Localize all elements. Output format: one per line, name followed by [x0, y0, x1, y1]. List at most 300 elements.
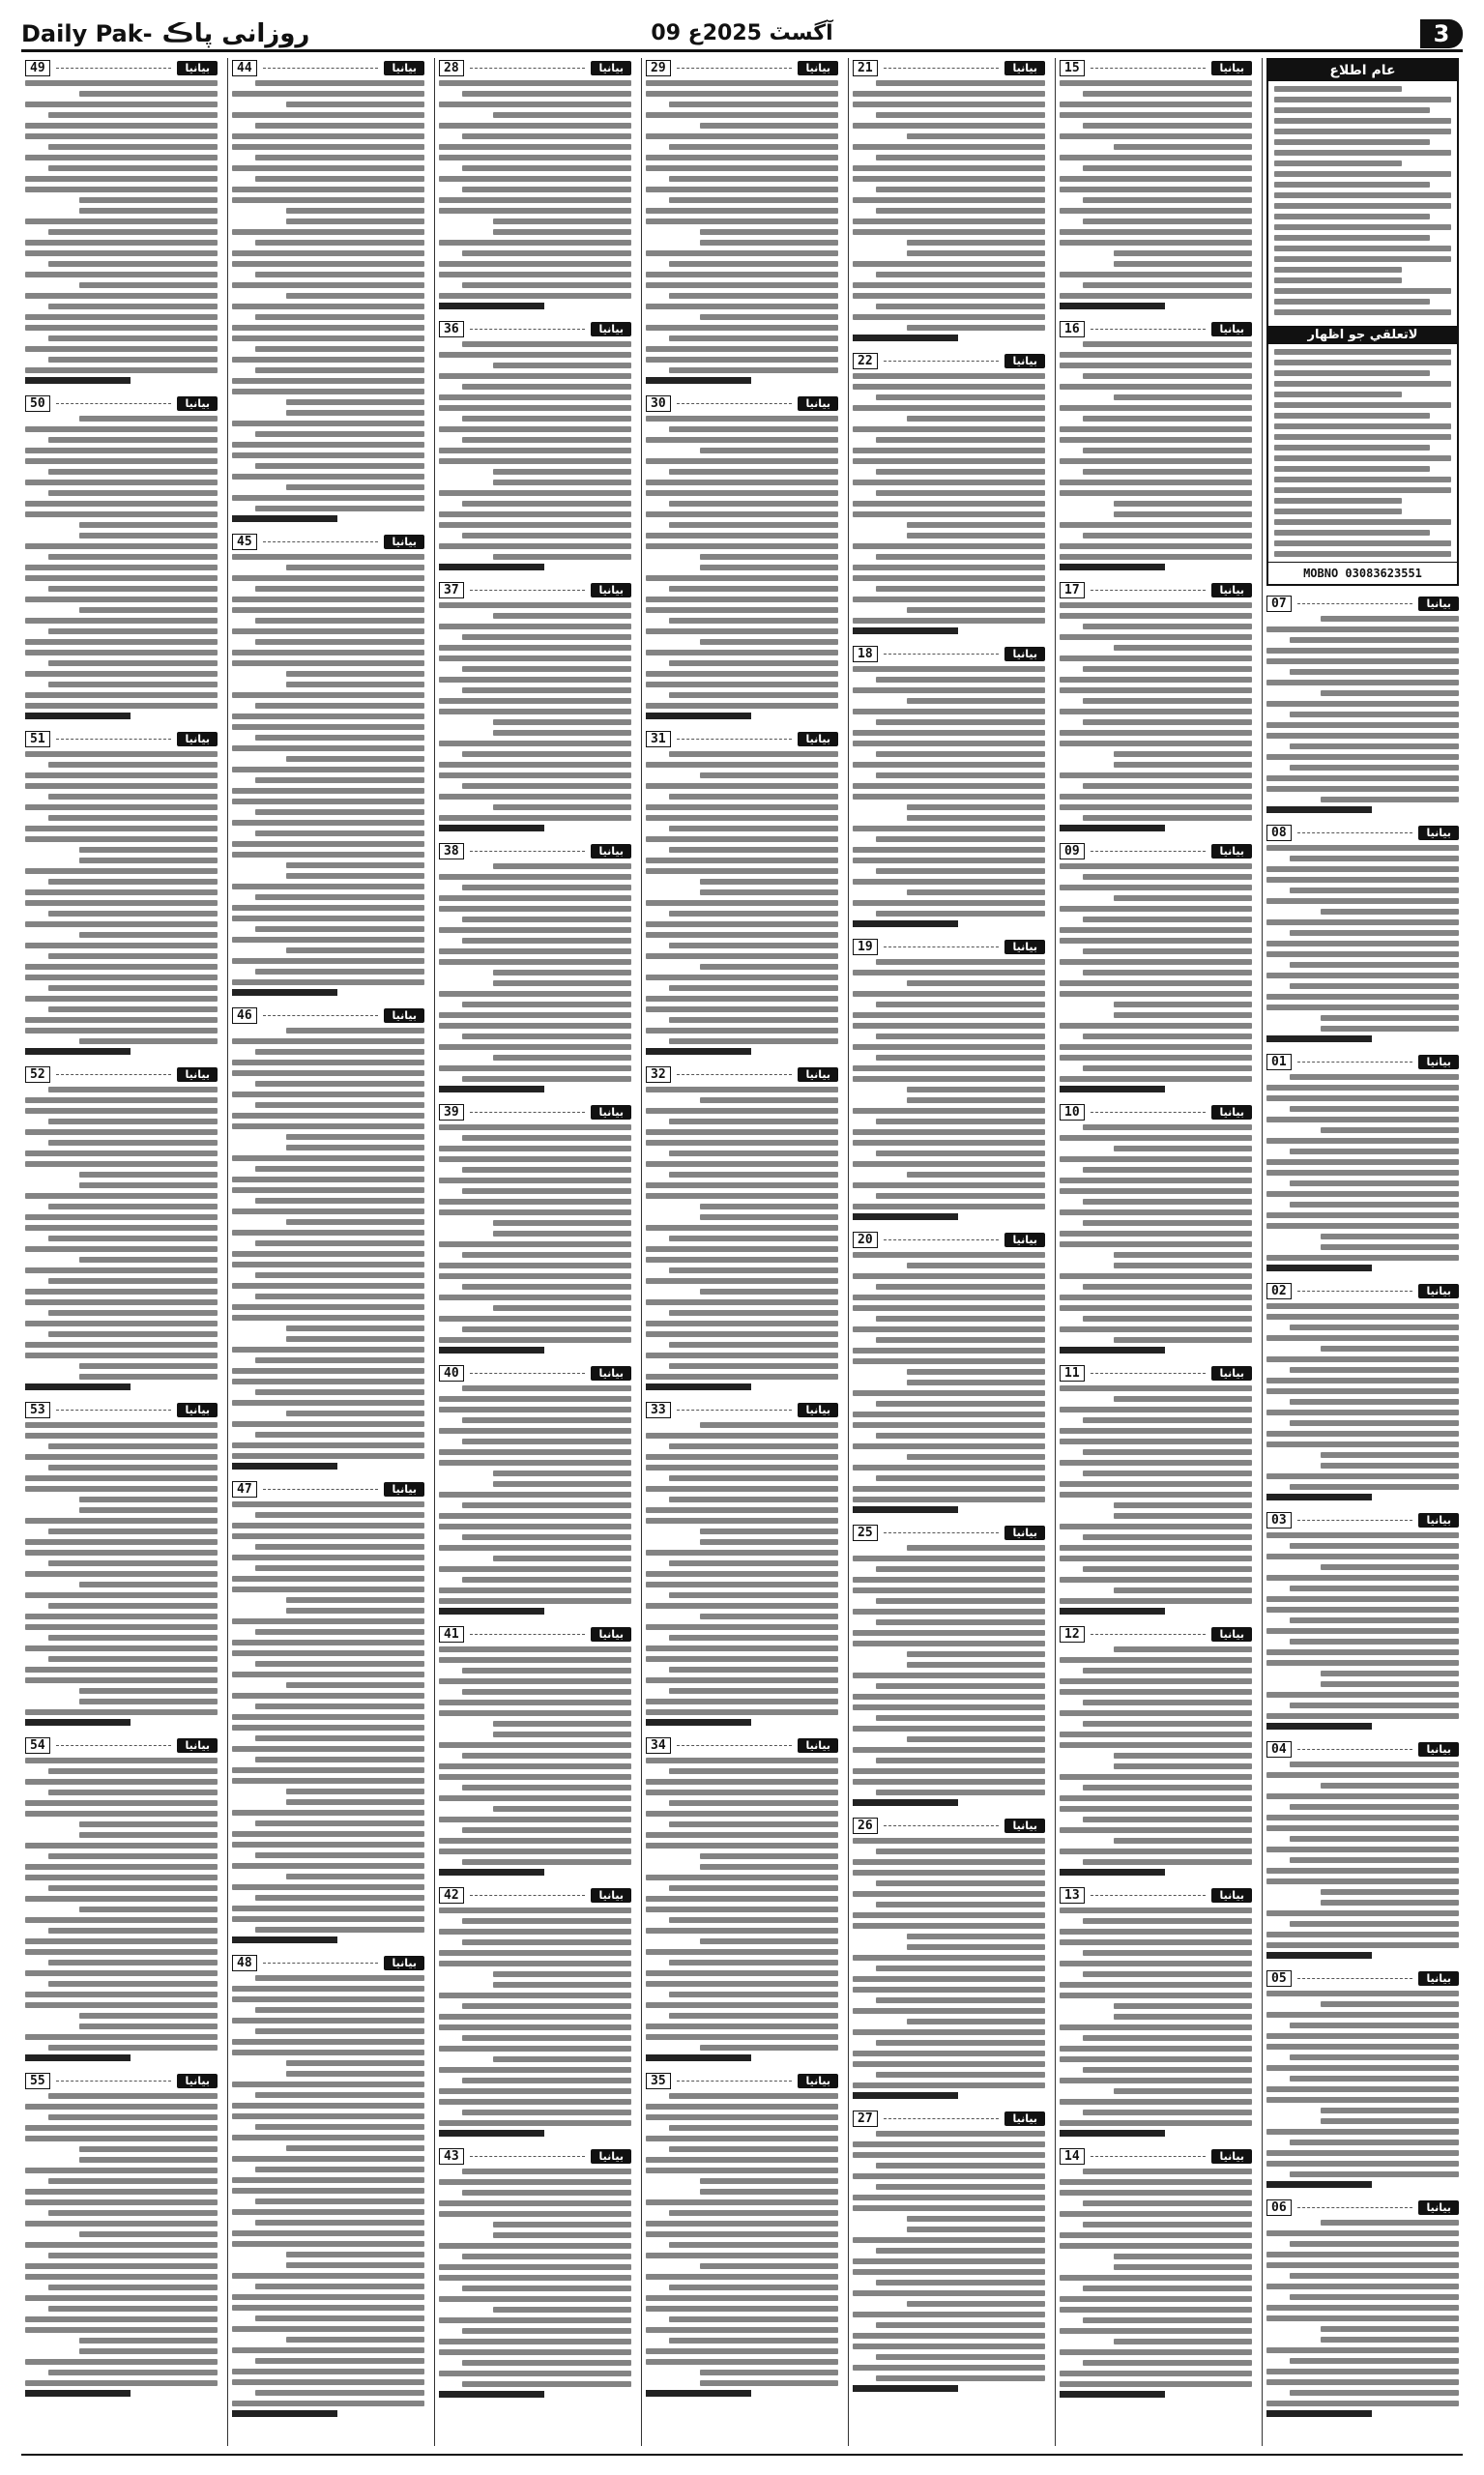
ad-number: 47 [232, 1481, 257, 1498]
ad-divider [263, 1963, 379, 1964]
ad-signature [439, 1346, 631, 1357]
ad-header [1266, 1052, 1459, 1071]
ad-header [1266, 1968, 1459, 1988]
classified-ad [1060, 1102, 1252, 1357]
ad-text [232, 554, 424, 985]
ad-number: 22 [853, 353, 878, 369]
ad-header [1060, 319, 1252, 338]
ad-number: 44 [232, 60, 257, 76]
ad-header [1060, 2146, 1252, 2166]
ad-number: 43 [439, 2148, 464, 2165]
ad-label: بیانیا [1004, 2111, 1045, 2126]
ad-signature [1266, 1034, 1459, 1046]
ad-divider [1091, 329, 1207, 330]
ad-header [232, 1005, 424, 1025]
ad-text [439, 2169, 631, 2387]
issue-date: 09 آگسٽ 2025ع [651, 21, 833, 45]
ad-label: بیانیا [177, 1738, 218, 1753]
ad-number: 54 [25, 1737, 50, 1754]
ad-header [853, 2109, 1045, 2128]
ad-number: 40 [439, 1365, 464, 1382]
ad-text [1060, 341, 1252, 560]
ad-number: 15 [1060, 60, 1085, 76]
ad-signature [439, 1085, 631, 1096]
ad-label: بیانیا [591, 322, 631, 336]
classified-ad [232, 58, 424, 526]
ad-text [25, 1422, 218, 1715]
classified-ad [853, 644, 1045, 931]
ad-signature [25, 1718, 218, 1730]
ad-header [232, 58, 424, 77]
ad-label: بیانیا [384, 535, 424, 549]
ad-text [439, 341, 631, 560]
ad-header [439, 319, 631, 338]
ad-text [853, 2131, 1045, 2381]
classified-ad [646, 58, 838, 388]
ad-signature [853, 2091, 1045, 2103]
notice-mobile: MOBNO 03083623551 [1268, 562, 1457, 584]
ad-number: 48 [232, 1955, 257, 1971]
ad-number: 01 [1266, 1054, 1292, 1070]
ad-signature [25, 2389, 218, 2401]
classified-ad [1060, 58, 1252, 313]
ad-number: 13 [1060, 1887, 1085, 1904]
ad-divider [470, 851, 586, 852]
classified-ad [25, 1400, 218, 1730]
ad-signature [439, 1868, 631, 1879]
notice-subtitle: لاتعلقي جو اظهار [1268, 326, 1457, 344]
ad-divider [470, 1634, 586, 1635]
ad-label: بیانیا [1211, 1888, 1252, 1903]
ad-signature [1060, 302, 1252, 313]
ad-header [25, 1735, 218, 1755]
ad-text [646, 1087, 838, 1380]
ad-signature [1266, 1493, 1459, 1504]
ad-text [1266, 616, 1459, 802]
ad-header [25, 58, 218, 77]
ad-signature [1060, 563, 1252, 574]
ad-header [1266, 1739, 1459, 1759]
ad-text [853, 1545, 1045, 1795]
ad-number: 49 [25, 60, 50, 76]
classified-ad [25, 729, 218, 1059]
classified-ad [646, 2071, 838, 2401]
ad-number: 36 [439, 321, 464, 337]
ad-signature [853, 919, 1045, 931]
ad-number: 42 [439, 1887, 464, 1904]
ad-header [232, 1479, 424, 1499]
ad-header [646, 1064, 838, 1084]
ad-number: 06 [1266, 2199, 1292, 2216]
classified-ad [1266, 1052, 1459, 1275]
ad-number: 52 [25, 1066, 50, 1083]
ad-divider [56, 68, 172, 69]
ad-number: 07 [1266, 596, 1292, 612]
ad-header [1060, 580, 1252, 599]
ad-divider [470, 2156, 586, 2157]
ad-header [853, 1816, 1045, 1835]
ad-header [646, 58, 838, 77]
ad-number: 45 [232, 534, 257, 550]
notice-title: عام اطلاع [1268, 60, 1457, 81]
classified-ad [232, 532, 424, 1000]
ad-label: بیانیا [384, 61, 424, 75]
ad-label: بیانیا [591, 1627, 631, 1642]
column-7 [21, 58, 221, 2446]
ad-divider [56, 739, 172, 740]
ad-number: 31 [646, 731, 671, 747]
ad-header [1060, 1624, 1252, 1644]
ad-number: 50 [25, 395, 50, 412]
ad-signature [1266, 1951, 1459, 1963]
ad-number: 14 [1060, 2148, 1085, 2165]
ad-header [1060, 1102, 1252, 1121]
ad-text [1266, 1303, 1459, 1490]
ad-divider [884, 1239, 1000, 1240]
ad-signature [853, 2384, 1045, 2396]
ad-label: بیانیا [177, 732, 218, 746]
ad-label: بیانیا [1418, 1513, 1459, 1528]
ad-text [1060, 1907, 1252, 2126]
ad-signature [853, 626, 1045, 638]
ad-label: بیانیا [1418, 1055, 1459, 1069]
ad-label: بیانیا [177, 396, 218, 411]
ad-signature [646, 712, 838, 723]
ad-signature [646, 376, 838, 388]
ad-text [232, 80, 424, 511]
ad-divider [1091, 68, 1207, 69]
ad-divider [884, 654, 1000, 655]
ad-number: 17 [1060, 582, 1085, 598]
ad-label: بیانیا [591, 1366, 631, 1381]
ad-divider [677, 403, 793, 404]
ad-divider [677, 1410, 793, 1411]
classified-ad [232, 1953, 424, 2421]
ad-label: بیانیا [798, 2074, 838, 2088]
ad-text [25, 416, 218, 709]
classified-ad [232, 1479, 424, 1947]
column-2 [1055, 58, 1256, 2446]
ad-signature [1266, 1264, 1459, 1275]
ad-header [646, 393, 838, 413]
ad-text [1060, 1385, 1252, 1604]
ad-divider [1091, 1112, 1207, 1113]
ad-divider [1297, 1520, 1413, 1521]
ad-text [1060, 80, 1252, 299]
ad-label: بیانیا [1418, 2200, 1459, 2215]
classified-ad [853, 2109, 1045, 2396]
ad-signature [232, 2409, 424, 2421]
classified-ad [646, 1064, 838, 1394]
ad-label: بیانیا [177, 2074, 218, 2088]
classified-ad [232, 1005, 424, 1473]
ad-number: 28 [439, 60, 464, 76]
ad-label: بیانیا [1211, 1366, 1252, 1381]
classified-ad [1266, 1510, 1459, 1733]
ad-divider [884, 2118, 1000, 2119]
ad-divider [677, 2081, 793, 2082]
ad-number: 12 [1060, 1626, 1085, 1643]
ad-signature [25, 376, 218, 388]
ad-label: بیانیا [1211, 844, 1252, 859]
ad-header [25, 1400, 218, 1419]
classified-ad [853, 1523, 1045, 1810]
ad-divider [470, 1112, 586, 1113]
classified-ad [646, 729, 838, 1059]
ad-divider [884, 361, 1000, 362]
ad-label: بیانیا [1004, 940, 1045, 954]
ad-label: بیانیا [1004, 647, 1045, 661]
ad-number: 03 [1266, 1512, 1292, 1529]
ad-header [25, 729, 218, 748]
ad-header [853, 644, 1045, 663]
classified-ad [1060, 841, 1252, 1096]
ad-label: بیانیا [591, 1105, 631, 1120]
ad-header [439, 1624, 631, 1644]
ad-divider [1091, 590, 1207, 591]
classified-ad [25, 1064, 218, 1394]
ad-signature [646, 1718, 838, 1730]
classified-ad [1060, 1885, 1252, 2140]
ad-number: 38 [439, 843, 464, 859]
ad-number: 18 [853, 646, 878, 662]
page-number: 3 [1420, 19, 1463, 48]
classified-ad [853, 1230, 1045, 1517]
ad-label: بیانیا [798, 732, 838, 746]
footer-rule [21, 2454, 1463, 2456]
ad-header [25, 1064, 218, 1084]
ad-header [1266, 594, 1459, 613]
ad-divider [884, 1825, 1000, 1826]
ad-text [646, 80, 838, 373]
ad-label: بیانیا [798, 1403, 838, 1417]
classified-ad [646, 1400, 838, 1730]
classified-ad [1060, 2146, 1252, 2402]
ad-header [853, 1230, 1045, 1249]
classified-ad [439, 1102, 631, 1357]
ad-divider [1297, 1978, 1413, 1979]
ad-signature [232, 1462, 424, 1473]
ad-text [1266, 2220, 1459, 2406]
ad-divider [56, 2081, 172, 2082]
ad-header [646, 729, 838, 748]
ad-text [1060, 2169, 1252, 2387]
ad-divider [56, 403, 172, 404]
ad-signature [1060, 824, 1252, 835]
classified-ad [439, 1885, 631, 2140]
ad-number: 39 [439, 1104, 464, 1121]
ad-divider [56, 1074, 172, 1075]
ad-header [646, 2071, 838, 2090]
notice-body [1268, 81, 1457, 320]
ad-header [439, 580, 631, 599]
classified-ad [1060, 1624, 1252, 1879]
ad-label: بیانیا [798, 1738, 838, 1753]
ad-divider [263, 1015, 379, 1016]
ad-signature [1060, 1868, 1252, 1879]
ad-number: 25 [853, 1525, 878, 1541]
ad-label: بیانیا [591, 61, 631, 75]
classified-ad [439, 1363, 631, 1618]
ad-signature [439, 2390, 631, 2402]
ad-header [1266, 1281, 1459, 1300]
ad-header [439, 2146, 631, 2166]
ad-divider [884, 946, 1000, 947]
ad-header [232, 1953, 424, 1972]
ad-header [1060, 1363, 1252, 1383]
ad-text [439, 80, 631, 299]
classified-ad [1266, 1281, 1459, 1504]
classified-ad [1266, 1739, 1459, 1963]
ad-text [25, 1758, 218, 2051]
column-5 [434, 58, 635, 2446]
ad-divider [470, 329, 586, 330]
public-notice-box [1266, 58, 1459, 586]
ad-label: بیانیا [1211, 2149, 1252, 2164]
ad-label: بیانیا [1211, 1105, 1252, 1120]
ad-signature [1266, 2180, 1459, 2192]
ad-text [439, 602, 631, 821]
classified-ad [439, 1624, 631, 1879]
ad-divider [470, 68, 586, 69]
column-3 [848, 58, 1049, 2446]
ad-label: بیانیا [798, 1067, 838, 1082]
ad-header [1060, 1885, 1252, 1905]
ad-divider [1091, 1634, 1207, 1635]
ad-signature [439, 302, 631, 313]
ad-header [1060, 58, 1252, 77]
masthead [21, 17, 1463, 52]
ad-header [853, 58, 1045, 77]
ad-text [1060, 1646, 1252, 1865]
ad-number: 19 [853, 939, 878, 955]
ad-header [25, 2071, 218, 2090]
ad-label: بیانیا [384, 1008, 424, 1023]
ad-number: 10 [1060, 1104, 1085, 1121]
ad-label: بیانیا [591, 583, 631, 597]
ad-signature [25, 1383, 218, 1394]
ad-divider [263, 68, 379, 69]
ad-header [646, 1735, 838, 1755]
ad-divider [677, 1745, 793, 1746]
ad-text [646, 416, 838, 709]
ad-signature [439, 2129, 631, 2140]
ad-text [1266, 1762, 1459, 1948]
ad-divider [1297, 1749, 1413, 1750]
ad-label: بیانیا [384, 1956, 424, 1970]
ad-number: 27 [853, 2111, 878, 2127]
ad-signature [439, 824, 631, 835]
ad-header [439, 58, 631, 77]
ad-text [232, 1975, 424, 2406]
classified-ad [439, 580, 631, 835]
ad-divider [1297, 832, 1413, 833]
ad-text [25, 80, 218, 373]
ad-label: بیانیا [591, 844, 631, 859]
ad-number: 53 [25, 1402, 50, 1418]
ad-text [646, 751, 838, 1044]
ad-header [1266, 2198, 1459, 2217]
ad-signature [232, 988, 424, 1000]
classified-ad [646, 393, 838, 723]
ad-text [1266, 845, 1459, 1032]
ad-text [1060, 602, 1252, 821]
classified-ad [1060, 1363, 1252, 1618]
ad-number: 41 [439, 1626, 464, 1643]
ad-label: بیانیا [1211, 1627, 1252, 1642]
ad-signature [646, 1047, 838, 1059]
ad-signature [1060, 2129, 1252, 2140]
ad-signature [853, 1505, 1045, 1517]
ad-signature [439, 1607, 631, 1618]
ad-signature [1060, 1346, 1252, 1357]
ad-text [853, 80, 1045, 331]
ad-label: بیانیا [1418, 1284, 1459, 1298]
ad-text [853, 959, 1045, 1209]
ad-header [646, 1400, 838, 1419]
ad-signature [25, 712, 218, 723]
ad-divider [884, 68, 1000, 69]
ad-header [439, 1102, 631, 1121]
ad-header [439, 841, 631, 860]
ad-label: بیانیا [1418, 597, 1459, 611]
ad-text [1266, 1991, 1459, 2177]
ad-number: 30 [646, 395, 671, 412]
ad-number: 20 [853, 1232, 878, 1248]
ad-label: بیانیا [591, 2149, 631, 2164]
ad-divider [1091, 1373, 1207, 1374]
ad-text [853, 1252, 1045, 1502]
ad-signature [853, 1212, 1045, 1224]
ad-label: بیانیا [798, 61, 838, 75]
ad-text [25, 2093, 218, 2386]
classified-ad [439, 841, 631, 1096]
ad-text [1266, 1532, 1459, 1719]
ad-divider [1297, 1291, 1413, 1292]
ad-label: بیانیا [1211, 583, 1252, 597]
ad-divider [263, 541, 379, 542]
classified-ad [853, 1816, 1045, 2103]
ad-text [1060, 1124, 1252, 1343]
classified-ad [25, 393, 218, 723]
ad-number: 29 [646, 60, 671, 76]
ad-number: 32 [646, 1066, 671, 1083]
ad-signature [646, 2389, 838, 2401]
brand-english: Daily Pak- [21, 19, 153, 47]
column-4 [641, 58, 842, 2446]
ad-header [439, 1885, 631, 1905]
ad-number: 04 [1266, 1741, 1292, 1758]
ad-text [646, 1758, 838, 2051]
ad-number: 05 [1266, 1970, 1292, 1987]
ad-divider [56, 1745, 172, 1746]
classified-ad [646, 1735, 838, 2065]
ad-label: بیانیا [177, 1067, 218, 1082]
ad-header [853, 1523, 1045, 1542]
ad-text [439, 1646, 631, 1865]
classified-ad [853, 351, 1045, 638]
ad-signature [1266, 805, 1459, 817]
ad-label: بیانیا [384, 1482, 424, 1497]
classified-ad [1060, 580, 1252, 835]
ad-text [853, 1838, 1045, 2088]
ad-header [25, 393, 218, 413]
ad-signature [646, 2053, 838, 2065]
ad-number: 26 [853, 1818, 878, 1834]
ad-divider [677, 68, 793, 69]
ad-number: 16 [1060, 321, 1085, 337]
ad-number: 55 [25, 2073, 50, 2089]
